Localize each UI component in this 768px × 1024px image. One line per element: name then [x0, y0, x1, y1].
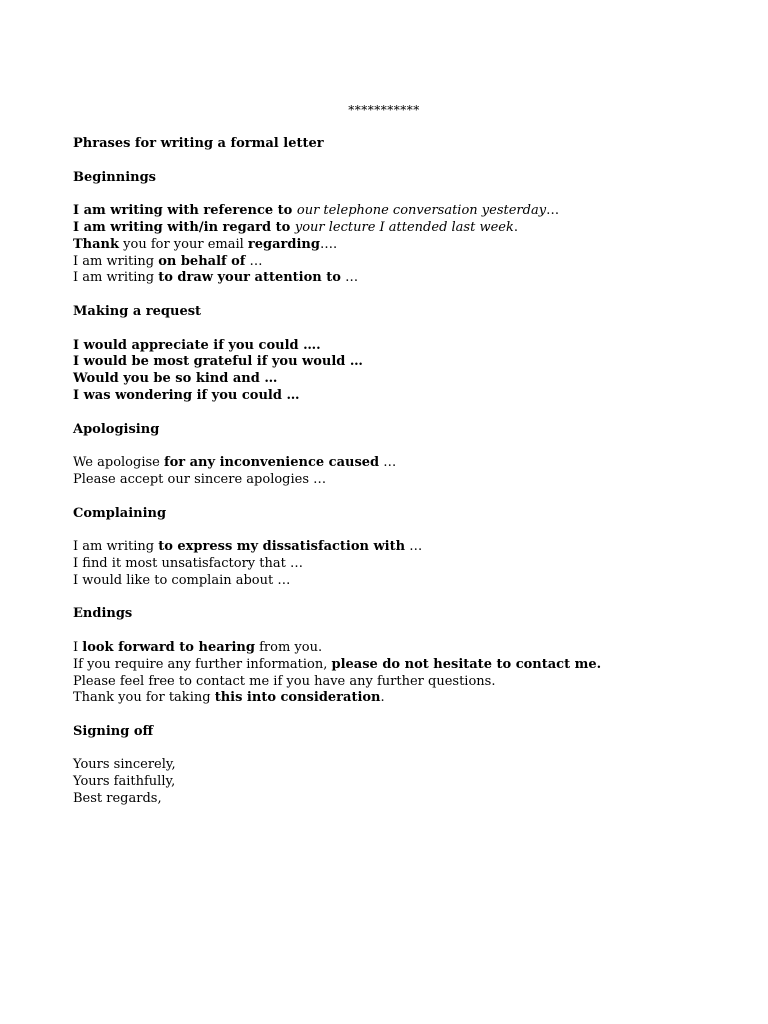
phrase-segment: Yours sincerely, — [73, 757, 176, 773]
phrase-line — [73, 203, 713, 220]
phrase-segment: Thank you for taking — [73, 690, 215, 706]
phrase-segment: Please feel free to contact me if you have any further questions. — [73, 673, 496, 689]
blank-line — [73, 522, 713, 539]
phrase-segment: for any inconvenience caused — [164, 455, 380, 471]
blank-line — [73, 741, 713, 758]
section-endings — [73, 606, 713, 724]
phrase-line — [73, 640, 713, 657]
blank-line — [73, 438, 713, 455]
phrase-line — [73, 254, 713, 271]
phrase-line — [73, 774, 713, 791]
phrase-segment: I am writing — [73, 539, 159, 555]
phrase-segment: to express my dissatisfaction with — [158, 539, 406, 555]
section-heading: Complaining — [73, 505, 167, 521]
phrase-line — [73, 354, 713, 371]
blank-line — [73, 707, 713, 724]
section-heading: Signing off — [73, 723, 154, 739]
phrase-line — [73, 674, 713, 691]
phrase-segment: this into consideration — [214, 690, 381, 706]
phrase-line — [73, 388, 713, 405]
phrase-line — [73, 371, 713, 388]
document-title: Phrases for writing a formal letter — [73, 136, 324, 151]
blank-line — [73, 590, 713, 607]
phrase-segment: I am writing with reference to — [73, 203, 297, 219]
phrase-segment: to draw your attention to — [158, 270, 341, 286]
section-apologising — [73, 422, 713, 506]
blank-line — [73, 321, 713, 338]
section-making-a-request — [73, 304, 713, 422]
blank-line — [73, 489, 713, 506]
phrase-segment: We apologise — [73, 455, 164, 471]
phrase-segment: please do not hesitate to contact me. — [331, 656, 602, 672]
phrase-line — [73, 791, 713, 808]
section-beginnings — [73, 170, 713, 304]
phrase-segment: our telephone conversation yesterday — [296, 203, 547, 219]
phrase-segment: Thank — [73, 236, 120, 252]
section-heading: Apologising — [73, 421, 160, 437]
phrase-segment: Please accept our sincere apologies … — [73, 471, 327, 487]
phrase-segment: I — [73, 639, 83, 655]
phrase-segment: I am writing — [73, 270, 159, 286]
blank-line — [73, 153, 713, 170]
phrase-segment: … — [379, 455, 397, 471]
phrase-segment: Would you be so kind and … — [73, 371, 278, 387]
phrase-line — [73, 757, 713, 774]
phrase-segment: on behalf of — [158, 253, 246, 269]
blank-line — [73, 186, 713, 203]
phrase-line — [73, 690, 713, 707]
phrase-segment: I find it most unsatisfactory that … — [73, 555, 303, 571]
phrase-segment: Best regards, — [73, 791, 162, 807]
phrase-segment: I am writing with/in regard to — [73, 219, 295, 235]
blank-line — [73, 623, 713, 640]
phrase-segment: regarding — [247, 236, 320, 252]
phrase-segment: Yours faithfully, — [73, 774, 176, 790]
phrase-line — [73, 270, 713, 287]
phrase-segment: … — [546, 203, 560, 219]
phrase-line — [73, 220, 713, 237]
phrase-segment: I would be most grateful if you would … — [73, 354, 363, 370]
separator-stars: *********** — [348, 103, 420, 117]
section-signing-off — [73, 724, 713, 808]
phrase-line — [73, 455, 713, 472]
phrase-segment: look forward to hearing — [82, 639, 255, 655]
phrase-line — [73, 556, 713, 573]
phrase-line — [73, 237, 713, 254]
section-complaining — [73, 506, 713, 607]
section-heading: Making a request — [73, 303, 202, 319]
phrase-segment: I was wondering if you could … — [73, 387, 300, 403]
phrase-segment: …. — [319, 236, 338, 252]
phrase-line — [73, 472, 713, 489]
phrase-line — [73, 338, 713, 355]
phrase-segment: If you require any further information, — [73, 656, 332, 672]
sections-container — [73, 170, 713, 808]
blank-line — [73, 287, 713, 304]
phrase-segment: … — [340, 270, 359, 286]
section-heading: Endings — [73, 606, 133, 622]
document-body — [73, 136, 713, 808]
section-heading: Beginnings — [73, 169, 156, 185]
phrase-line — [73, 657, 713, 674]
blank-line — [73, 405, 713, 422]
phrase-segment: … — [405, 539, 423, 555]
phrase-segment: . — [380, 690, 385, 706]
phrase-segment: . — [513, 219, 518, 235]
phrase-segment: I would like to complain about … — [73, 572, 291, 588]
phrase-line — [73, 539, 713, 556]
phrase-segment: … — [245, 253, 263, 269]
phrase-segment: from you. — [254, 639, 323, 655]
phrase-segment: I would appreciate if you could …. — [73, 337, 321, 353]
phrase-segment: your lecture I attended last week — [294, 219, 514, 235]
phrase-segment: I am writing — [73, 253, 159, 269]
phrase-line — [73, 573, 713, 590]
phrase-segment: you for your email — [119, 236, 248, 252]
